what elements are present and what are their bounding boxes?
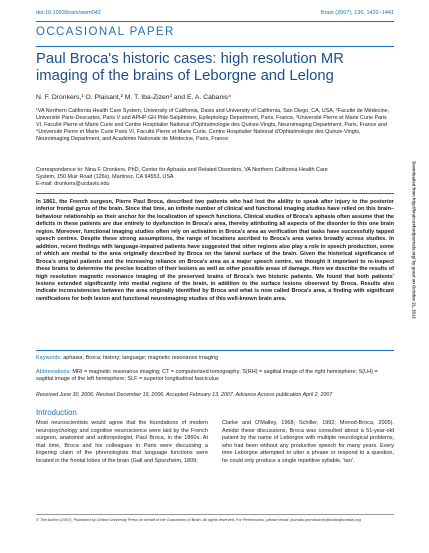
- doi-link[interactable]: doi:10.1093/brain/awm042: [36, 10, 101, 16]
- introduction-right-column: Clarke and O'Malley, 1968; Schiller, 1992; Monod-Broca, 2005). Amidst these discussions, Broca was consulted about a 51-year-old patient by the name of Leborgne with multiple neurological problems, who had been without any productive speech for many years. Every time Leborgne attempted to utter a phrase or respond to a question, he could only produce a single repetitive syllable, 'tan'.: [222, 420, 394, 464]
- correspondence: [36, 167, 394, 188]
- author-list: N. F. Dronkers,¹ O. Plaisant,² M. T. Iba-Zizen³ and E. A. Cabanis⁴: [36, 94, 232, 101]
- abstract-bottom-rule: [36, 350, 394, 351]
- introduction-heading: Introduction: [36, 408, 77, 417]
- section-band: [36, 21, 394, 47]
- abstract-top-rule: [36, 193, 394, 194]
- abbreviations-text: MRI = magnetic resonance imaging; CT = computerized tomography; S(RH) = sagittal image of the right hemisphere; S(LH) = sagittal image of the left hemisphere; SLF = superior longitudinal fasciculus: [36, 369, 378, 383]
- abbreviations: [36, 369, 394, 384]
- copyright-footer: © The Author (2007). Published by Oxford University Press on behalf of the Guarantors of Brain. All rights reserved. For Permissions, please email: journals.permissions@oxfordjournals.org: [36, 517, 361, 522]
- download-watermark: [406, 161, 422, 319]
- abbreviations-label: Abbreviations:: [36, 369, 71, 375]
- correspondence-line: Correspondence to: Nina F. Dronkers, PhD, Center for Aphasia and Related Disorders, VA Northern California Health Care: [36, 167, 328, 173]
- footer-rule: [36, 514, 394, 515]
- section-label: OCCASIONAL PAPER: [36, 26, 175, 38]
- correspondence-address: System, 150 Muir Road (126s), Martinez, CA 94553, USA: [36, 174, 174, 181]
- journal-header: [36, 10, 394, 20]
- keywords-text: aphasia; Broca; history; language; magnetic resonance imaging: [63, 355, 219, 361]
- keywords-label: Keywords:: [36, 355, 62, 361]
- correspondence-email[interactable]: E-mail: dronkers@ucdavis.edu: [36, 181, 110, 188]
- article-title: Paul Broca's historic cases: high resolution MR imaging of the brains of Leborgne and Lelong: [36, 51, 344, 84]
- keywords: [36, 355, 394, 361]
- download-watermark-text: Downloaded from http://brain.oxfordjournals.org/ by guest on October 21, 2013: [411, 161, 417, 319]
- abstract: In 1861, the French surgeon, Pierre Paul Broca, described two patients who had lost the ability to speak after injury to the posterior inferior frontal gyrus of the brain. Since that time, an infinite number of clinical and functional imaging studies have relied on this brain–behaviour relationship as their anchor for the localization of speech functions. Clinical studies of Broca's aphasia often assume that the deficits in these patients are due entirely to dysfunction in Broca's area, thereby attributing all aspects of the disorder to this one brain region. Moreover, functional imaging studies often rely on activation in Broca's area as verification that tasks have successfully tapped speech centres. Despite these strong assumptions, the range of locations ascribed to Broca's area varies broadly across studies. In addition, recent findings with language-impaired patients have suggested that other regions also play a role in speech production, some of which are medial to the area originally described by Broca on the lateral surface of the brain. Given the historical significance of Broca's original patients and the increasing reliance on Broca's area as a major speech centre, we thought it important to re-inspect these brains to determine the precise location of their lesions as well as other possible areas of damage. Here we describe the results of high resolution magnetic resonance imaging of the preserved brains of Broca's two historic patients. We found that both patients' lesions extended significantly into medial regions of the brain, in addition to the surface lesions observed by Broca. Results also indicate inconsistencies between the area originally identified by Broca and what is now called Broca's area, a finding with significant ramifications for both lesion and functional neuroimaging studies of this well-known brain area.: [36, 199, 394, 302]
- affiliations: ¹VA Northern California Health Care System, University of California, Davis and University of California, San Diego, CA, USA, ²Faculté de Médecine, Université Paris-Descartes, Paris V and APHP GH Pitié-Salpêtrière, Epileptology Department, Paris, France, ³Université Pierre et Marie Curie Paris VI, Faculté Pierre et Marie Curie and Centre Hospitalier National d'Ophtalmologie des Quinze-Vingts, Neuroimaging Department, Paris, France and ⁴Université Pierre et Marie Curie Paris VI, Faculté Pierre et Marie Curie, Centre Hospitalier National d'Ophtalmologie des Quinze-Vingts, Neuroimaging Department, and Académie Nationale de Médecine, Paris, France: [36, 108, 390, 143]
- received-dates: Received June 30, 2006. Revised December 19, 2006. Accepted February 13, 2007. Advance Access publication April 2, 2007: [36, 392, 333, 398]
- introduction-left-column: Most neuroscientists would agree that the foundations of modern neuropsychology and cognitive neuroscience were laid by the French surgeon, anatomist and anthropologist, Paul Broca, in the 1860s. At that time, Broca and his colleagues in Paris were discussing a lingering claim of the phrenologists that language functions were located in the frontal lobes of the brain (Gall and Spurzheim, 1809;: [36, 420, 208, 464]
- journal-citation: Brain (2007), 130, 1432–1441: [320, 10, 394, 16]
